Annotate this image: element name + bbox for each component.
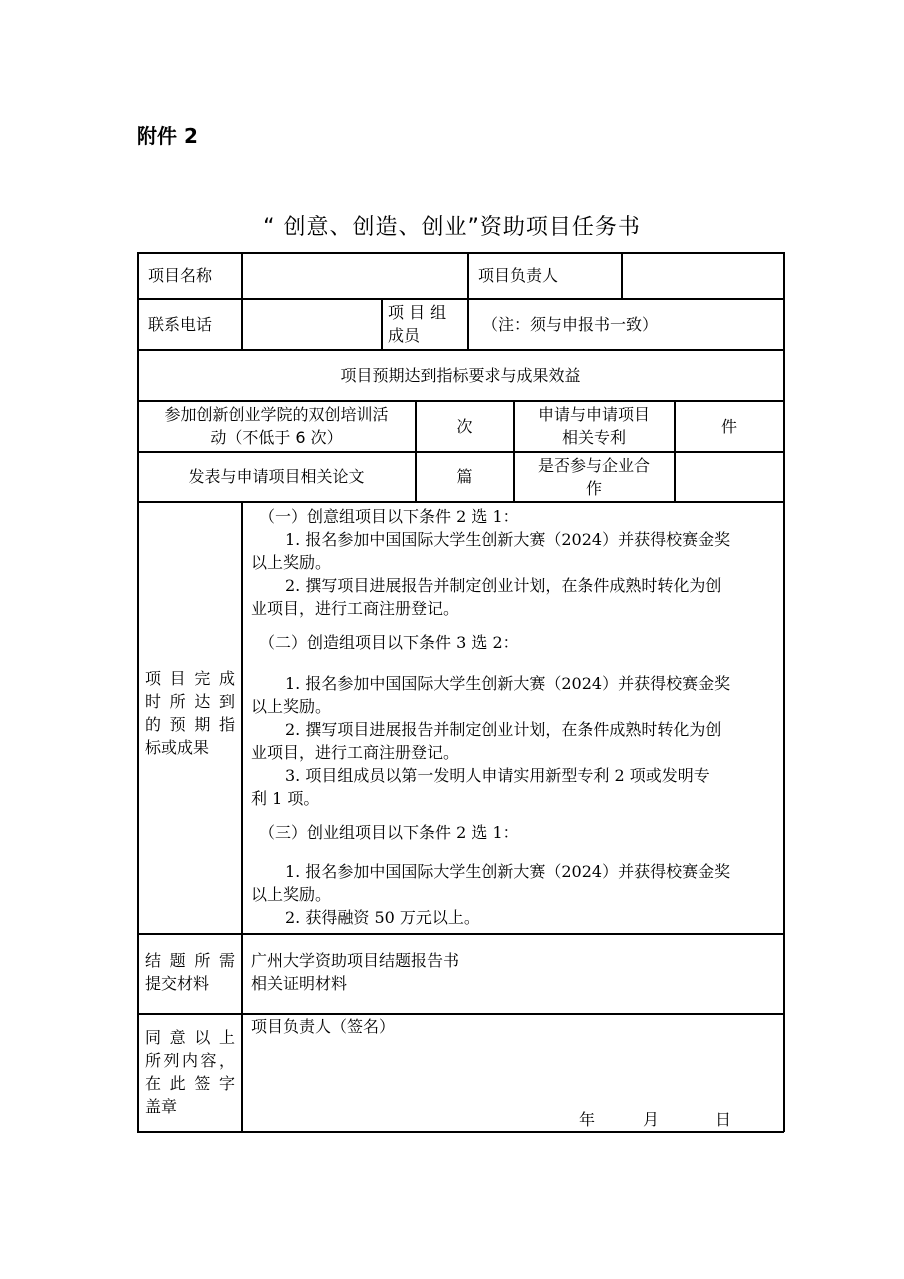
materials-content	[251, 949, 776, 999]
table-border-right	[783, 252, 785, 1132]
group3-item1-cont: 以上奖励。	[251, 885, 332, 904]
signature-label-line: 同 意 以 上	[145, 1028, 235, 1047]
phone-label: 联系电话	[148, 314, 213, 334]
leader-sign-label: 项目负责人（签名）	[251, 1017, 396, 1036]
paper-unit: 篇	[456, 467, 473, 486]
document-title: “ 创意、创造、创业”资助项目任务书	[263, 215, 641, 240]
members-label-line1: 项 目 组	[388, 303, 447, 322]
project-name-label: 项目名称	[148, 266, 213, 285]
members-label	[388, 299, 464, 349]
enterprise-label	[514, 452, 674, 501]
group1-header: （一）创意组项目以下条件 2 选 1：	[259, 507, 519, 526]
patent-label-line1: 申请与申请项目	[537, 405, 650, 424]
goals-label-line: 时 所 达 到	[145, 692, 235, 711]
enterprise-label-line1: 是否参与企业合	[537, 455, 650, 475]
goals-label-line: 的 预 期 指	[145, 715, 235, 734]
members-label-line2: 成员	[388, 326, 421, 345]
patent-count-field[interactable]	[675, 401, 783, 451]
group2-header: （二）创造组项目以下条件 3 选 2：	[259, 633, 519, 652]
group1-item1-cont: 以上奖励。	[251, 553, 332, 572]
training-label	[138, 401, 415, 451]
group1-item2: 2. 撰写项目进展报告并制定创业计划，在条件成熟时转化为创	[285, 576, 722, 595]
members-field[interactable]	[468, 299, 783, 349]
table-divider	[381, 298, 383, 350]
paper-count-field[interactable]	[416, 452, 513, 501]
group3-item2: 2. 获得融资 50 万元以上。	[285, 908, 480, 927]
members-note: （注：须与申报书一致）	[482, 314, 659, 334]
project-leader-label: 项目负责人	[478, 266, 559, 285]
phone-field[interactable]	[243, 299, 381, 349]
group3-item1: 1. 报名参加中国国际大学生创新大赛（2024）并获得校赛金奖	[285, 862, 731, 881]
training-count-field[interactable]	[416, 401, 513, 451]
goals-content	[251, 505, 776, 930]
signature-label-line: 盖章	[145, 1097, 178, 1116]
materials-item: 广州大学资助项目结题报告书	[251, 951, 460, 970]
group1-item2-cont: 业项目，进行工商注册登记。	[251, 599, 460, 618]
group2-item2-cont: 业项目，进行工商注册登记。	[251, 743, 460, 762]
materials-label-line: 提交材料	[145, 974, 210, 993]
table-border-bottom	[137, 1131, 784, 1133]
signature-label-line: 在 此 签 字	[145, 1074, 235, 1093]
enterprise-label-line2: 作	[585, 478, 602, 498]
sign-month: 月	[643, 1110, 660, 1129]
group2-item3: 3. 项目组成员以第一发明人申请实用新型专利 2 项或发明专	[285, 766, 710, 785]
table-divider	[137, 933, 784, 935]
group2-item1: 1. 报名参加中国国际大学生创新大赛（2024）并获得校赛金奖	[285, 674, 731, 693]
sign-year: 年	[579, 1110, 596, 1129]
section-header: 项目预期达到指标要求与成果效益	[340, 365, 581, 385]
materials-item: 相关证明材料	[251, 974, 348, 993]
paper-label: 发表与申请项目相关论文	[188, 467, 365, 486]
goals-label	[145, 667, 235, 767]
materials-label	[145, 949, 235, 999]
group1-item1: 1. 报名参加中国国际大学生创新大赛（2024）并获得校赛金奖	[285, 530, 731, 549]
patent-label-line2: 相关专利	[561, 428, 626, 447]
group3-header: （三）创业组项目以下条件 2 选 1：	[259, 823, 519, 842]
table-divider	[137, 501, 784, 503]
materials-label-line: 结 题 所 需	[145, 951, 235, 970]
patent-unit: 件	[720, 416, 737, 436]
group2-item2: 2. 撰写项目进展报告并制定创业计划，在条件成熟时转化为创	[285, 720, 722, 739]
signature-label-line: 所列内容，	[145, 1051, 235, 1070]
project-name-field[interactable]	[243, 253, 467, 298]
attachment-label: 附件 2	[137, 124, 198, 148]
group2-item3-cont: 利 1 项。	[251, 789, 320, 808]
group2-item1-cont: 以上奖励。	[251, 697, 332, 716]
patent-label	[514, 401, 674, 451]
signature-field[interactable]	[243, 1038, 782, 1108]
signature-label	[145, 1026, 235, 1122]
training-label-line1: 参加创新创业学院的双创培训活	[164, 405, 389, 424]
project-leader-field[interactable]	[623, 253, 783, 298]
training-label-line2: 动（不低于 6 次）	[210, 428, 343, 447]
goals-label-line: 标或成果	[145, 738, 210, 757]
training-unit: 次	[456, 416, 473, 436]
sign-day: 日	[715, 1110, 732, 1129]
enterprise-field[interactable]	[675, 452, 783, 501]
goals-label-line: 项 目 完 成	[145, 669, 235, 688]
